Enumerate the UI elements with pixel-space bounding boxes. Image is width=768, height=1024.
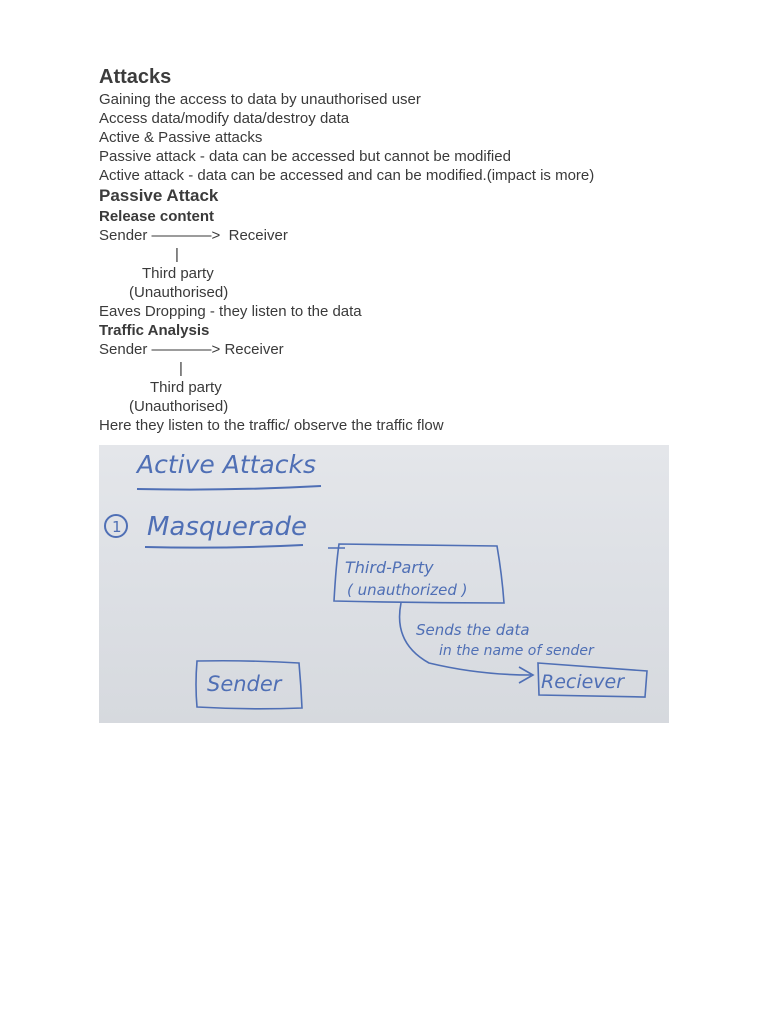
intro-line: Passive attack - data can be accessed but cannot be modified — [99, 148, 511, 165]
traffic-note: Here they listen to the traffic/ observe the traffic flow — [99, 417, 444, 434]
document-body — [99, 64, 699, 435]
release-flow: Sender ————> Receiver — [99, 227, 288, 244]
intro-line: Active attack - data can be accessed and can be modified.(impact is more) — [99, 167, 595, 184]
whiteboard-sends-line-1: Sends the data — [416, 621, 530, 639]
traffic-pipe: | — [179, 360, 183, 377]
passive-attack-heading: Passive Attack — [99, 186, 219, 205]
title-underline — [137, 486, 321, 490]
flow-arrow — [400, 603, 531, 675]
subtitle-underline — [145, 545, 303, 548]
release-note: Eaves Dropping - they listen to the data — [99, 303, 362, 320]
traffic-third-party: Third party — [150, 379, 222, 396]
whiteboard-sends-line-2: in the name of sender — [439, 643, 594, 659]
traffic-analysis-heading: Traffic Analysis — [99, 322, 210, 339]
whiteboard-unauthorized: ( unauthorized ) — [347, 581, 468, 599]
intro-line: Access data/modify data/destroy data — [99, 110, 350, 127]
whiteboard-subtitle: Masquerade — [147, 512, 308, 542]
whiteboard-title: Active Attacks — [137, 450, 316, 479]
page-title: Attacks — [99, 66, 172, 88]
whiteboard-photo — [99, 445, 669, 723]
whiteboard-drawing — [99, 445, 669, 723]
whiteboard-third-party: Third-Party — [345, 558, 434, 577]
intro-line: Gaining the access to data by unauthorised user — [99, 91, 421, 108]
release-content-heading: Release content — [99, 208, 215, 225]
traffic-unauthorised: (Unauthorised) — [129, 398, 229, 415]
traffic-flow: Sender ————> Receiver — [99, 341, 284, 358]
release-pipe: | — [175, 246, 179, 263]
release-unauthorised: (Unauthorised) — [129, 284, 229, 301]
release-third-party: Third party — [142, 265, 214, 282]
whiteboard-receiver: Reciever — [541, 671, 625, 693]
whiteboard-sender: Sender — [207, 672, 282, 696]
whiteboard-number: 1 — [112, 518, 122, 536]
intro-line: Active & Passive attacks — [99, 129, 263, 146]
